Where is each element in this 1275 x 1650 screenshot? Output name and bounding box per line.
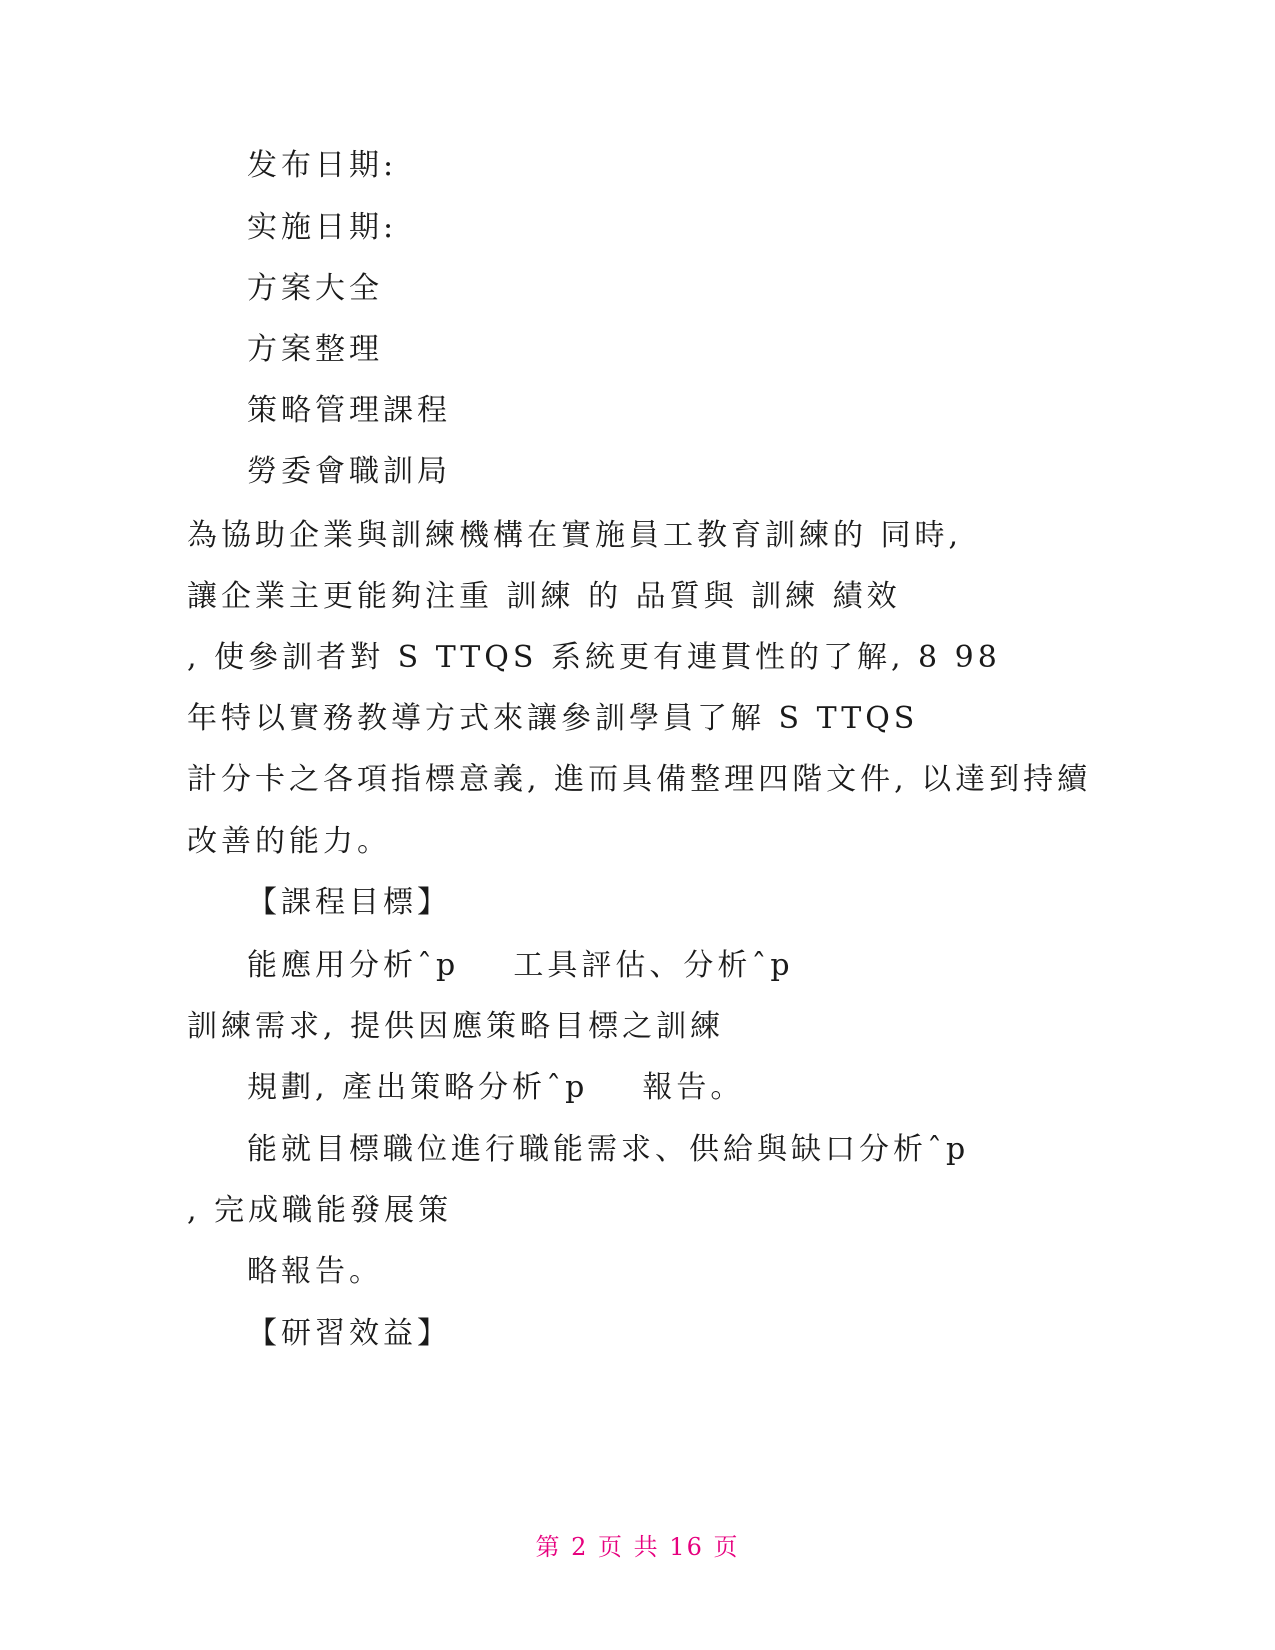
section-heading-course-goals: 【課程目標】 (247, 885, 451, 920)
course-title: 策略管理課程 (247, 393, 451, 428)
text-line: 方案整理 (247, 332, 383, 367)
goal-line: 略報告。 (247, 1254, 383, 1289)
section-heading-benefits: 【研習效益】 (247, 1316, 451, 1351)
text-line: 方案大全 (247, 271, 383, 306)
paragraph-line: 年特以實務教導方式來讓參訓學員了解 S TTQS (187, 701, 919, 736)
goal-line: , 完成職能發展策 (187, 1193, 453, 1228)
paragraph-line: 讓企業主更能夠注重 訓練 的 品質與 訓練 績效 (187, 579, 901, 614)
release-date-label: 发布日期: (247, 148, 398, 183)
paragraph-line: 改善的能力。 (187, 824, 391, 859)
effective-date-label: 实施日期: (247, 210, 398, 245)
paragraph-line: 為協助企業與訓練機構在實施員工教育訓練的 同時, (187, 518, 963, 553)
goal-line: 訓練需求, 提供因應策略目標之訓練 (187, 1009, 725, 1044)
paragraph-line: , 使參訓者對 S TTQS 系統更有連貫性的了解, 8 98 (187, 640, 1001, 675)
goal-line: 能應用分析ˆp 工具評估、分析ˆp (247, 948, 794, 983)
goal-line: 規劃, 產出策略分析ˆp 報告。 (247, 1070, 745, 1105)
page-indicator: 第 2 页 共 16 页 (535, 1533, 740, 1561)
organization-name: 勞委會職訓局 (247, 454, 451, 489)
paragraph-line: 計分卡之各項指標意義, 進而具備整理四階文件, 以達到持續 (187, 762, 1092, 797)
goal-line: 能就目標職位進行職能需求、供給與缺口分析ˆp (247, 1132, 970, 1167)
